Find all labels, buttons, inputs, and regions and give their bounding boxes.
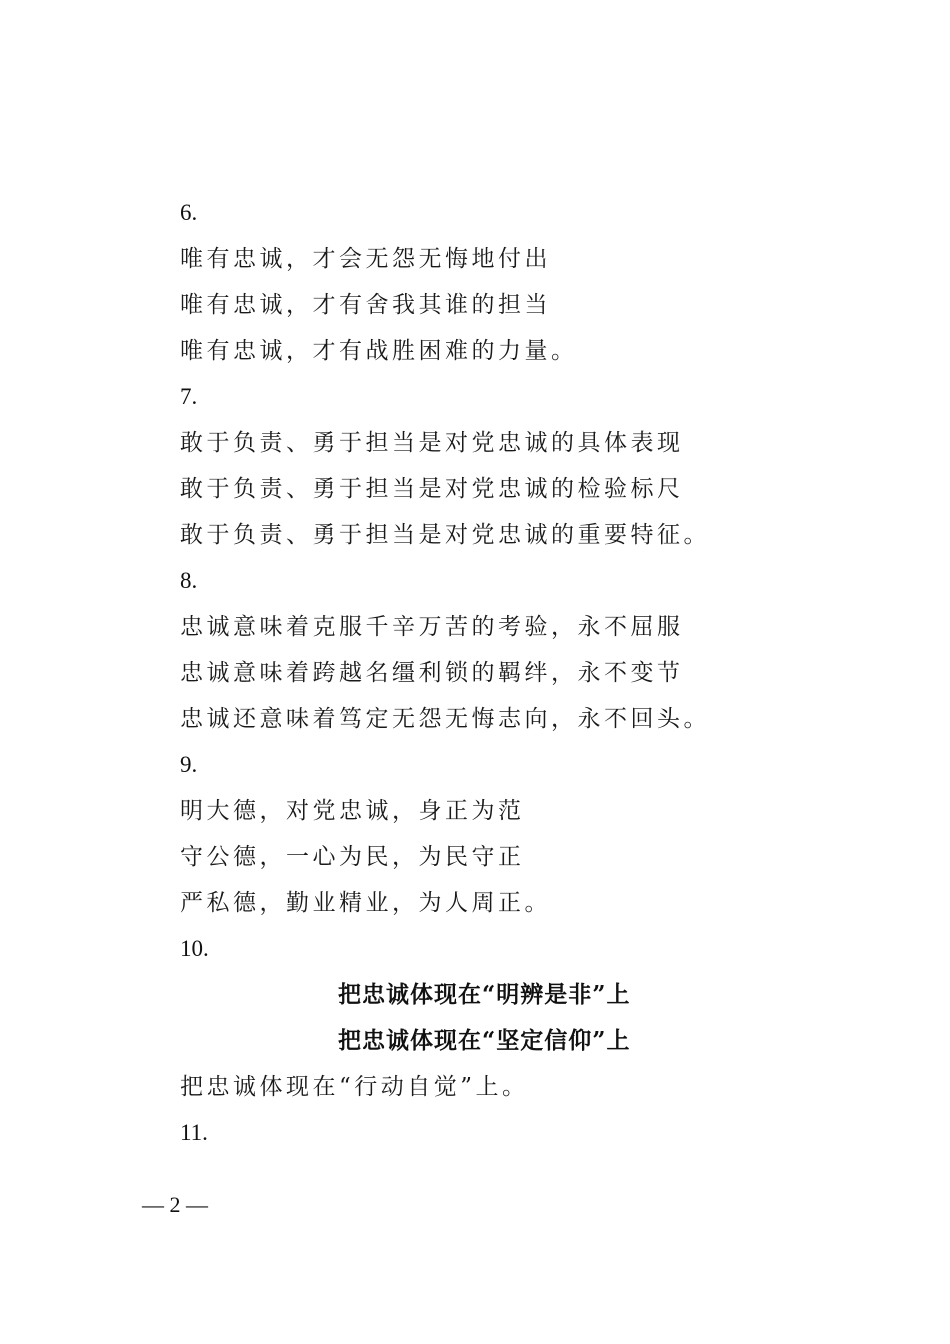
item-number: 11. [180,1120,208,1145]
item-line: 敢于负责、勇于担当是对党忠诚的具体表现 [180,430,684,456]
item-line: 忠诚还意味着笃定无怨无悔志向，永不回头。 [180,706,710,732]
item-line: 严私德，勤业精业，为人周正。 [180,890,551,916]
item-line: 忠诚意味着克服千辛万苦的考验，永不屈服 [180,614,684,640]
item-number: 6. [180,200,198,225]
item-line: 把忠诚体现在“行动自觉”上。 [180,1074,529,1100]
item-number: 7. [180,384,198,409]
item-line: 明大德，对党忠诚，身正为范 [180,798,525,824]
item-number: 10. [180,936,209,961]
item-number: 8. [180,568,198,593]
page-number: — 2 — [142,1192,208,1217]
item-line: 唯有忠诚，才有舍我其谁的担当 [180,292,551,318]
item-line: 敢于负责、勇于担当是对党忠诚的检验标尺 [180,476,684,502]
item-line: 敢于负责、勇于担当是对党忠诚的重要特征。 [180,522,710,548]
document-body [180,190,800,1156]
item-line-bold: 把忠诚体现在“坚定信仰”上 [338,1027,631,1054]
item-line: 守公德，一心为民，为民守正 [180,844,525,870]
item-number: 9. [180,752,198,777]
item-line: 唯有忠诚，才有战胜困难的力量。 [180,338,578,364]
item-line-bold: 把忠诚体现在“明辨是非”上 [338,981,631,1008]
item-line: 唯有忠诚，才会无怨无悔地付出 [180,246,551,272]
item-line: 忠诚意味着跨越名缰利锁的羁绊，永不变节 [180,660,684,686]
